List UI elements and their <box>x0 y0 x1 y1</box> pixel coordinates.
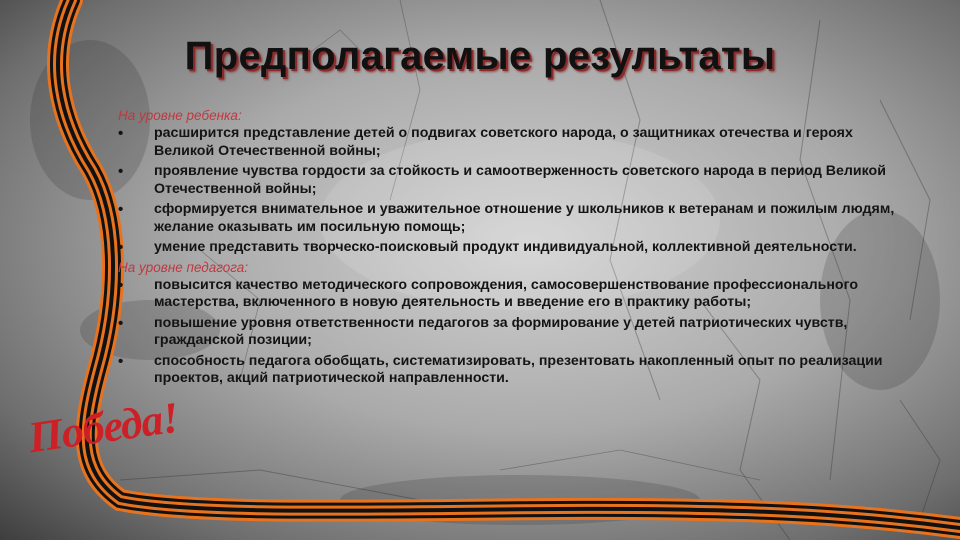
list-item <box>118 125 908 160</box>
list-item-text: способность педагога обобщать, систематизировать, презентовать накопленный опыт по реализации проектов, акций патриотической направленности. <box>154 352 883 386</box>
list-item-text: умение представить творческо-поисковый продукт индивидуальной, коллективной деятельности. <box>154 239 857 255</box>
bullet: • <box>118 239 124 256</box>
bullet: • <box>118 163 124 180</box>
bullet: • <box>118 276 124 294</box>
bullet: • <box>118 125 124 142</box>
list-item-text: расширится представление детей о подвигах советского народа, о защитниках отечества и героях Великой Отечественной войны; <box>154 125 853 159</box>
results-content <box>118 106 908 391</box>
pobeda-logo: Победа! <box>25 392 182 463</box>
list-item <box>118 353 908 388</box>
list-item-text: повышение уровня ответственности педагогов за формирование у детей патриотических чувств, гражданской позиции; <box>154 314 848 348</box>
list-item <box>118 163 908 198</box>
list-item-text: проявление чувства гордости за стойкость и самоотверженность советского народа в период Великой Отечественной войны; <box>154 163 886 197</box>
bullet: • <box>118 352 124 370</box>
slide-title: Предполагаемые результаты <box>184 34 776 78</box>
list-item <box>118 315 908 350</box>
section-heading-child: На уровне ребенка: <box>118 108 242 123</box>
list-item-text: сформируется внимательное и уважительное отношение у школьников к ветеранам и пожилым людям, желание оказывать им посильную помощь; <box>154 201 895 235</box>
list-item <box>118 277 908 312</box>
bullet: • <box>118 314 124 332</box>
bullet: • <box>118 201 124 218</box>
list-item-text: повысится качество методического сопровождения, самосовершенствование профессионального мастерства, включенного в новую деятельность и введение его в практику работы; <box>154 276 858 310</box>
list-item <box>118 239 908 257</box>
section-heading-teacher: На уровне педагога: <box>118 259 249 275</box>
list-item <box>118 201 908 236</box>
